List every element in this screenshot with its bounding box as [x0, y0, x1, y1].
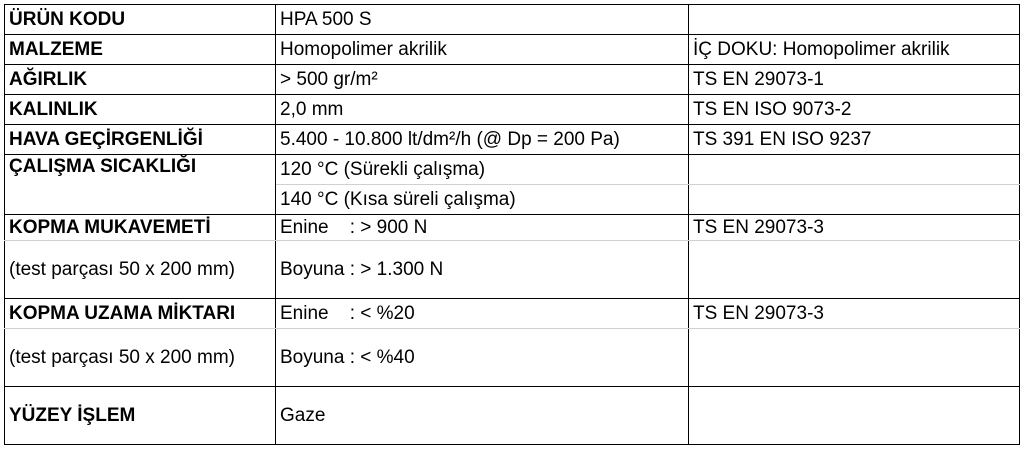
value-malzeme: Homopolimer akrilik — [276, 35, 689, 65]
label-kopma-mukavemeti: KOPMA MUKAVEMETİ — [5, 215, 276, 241]
value-hava-gecirgenligi: 5.400 - 10.800 lt/dm²/h (@ Dp = 200 Pa) — [276, 125, 689, 155]
table-row — [5, 155, 1020, 185]
standard-kalinlik: TS EN ISO 9073-2 — [689, 95, 1020, 125]
standard-yuzey-islem — [689, 387, 1020, 445]
value-urun-kodu: HPA 500 S — [276, 5, 689, 35]
sublabel-kopma-uzama: (test parçası 50 x 200 mm) — [5, 329, 276, 387]
label-kalinlik: KALINLIK — [5, 95, 276, 125]
table-row — [5, 5, 1020, 35]
table-row — [5, 387, 1020, 445]
label-agirlik: AĞIRLIK — [5, 65, 276, 95]
label-hava-gecirgenligi: HAVA GEÇİRGENLİĞİ — [5, 125, 276, 155]
table-row — [5, 125, 1020, 155]
value-yuzey-islem: Gaze — [276, 387, 689, 445]
value-calisma-sicakligi-1: 120 °C (Sürekli çalışma) — [276, 155, 689, 185]
label-kopma-uzama: KOPMA UZAMA MİKTARI — [5, 299, 276, 329]
standard-kopma-uzama: TS EN 29073-3 — [689, 299, 1020, 329]
label-urun-kodu: ÜRÜN KODU — [5, 5, 276, 35]
label-malzeme: MALZEME — [5, 35, 276, 65]
table-row — [5, 215, 1020, 241]
table-row — [5, 299, 1020, 329]
table-row — [5, 65, 1020, 95]
standard-urun-kodu — [689, 5, 1020, 35]
spec-table — [4, 4, 1020, 445]
label-yuzey-islem: YÜZEY İŞLEM — [5, 387, 276, 445]
standard-calisma-sicakligi-2 — [689, 185, 1020, 215]
standard-hava-gecirgenligi: TS 391 EN ISO 9237 — [689, 125, 1020, 155]
label-calisma-sicakligi: ÇALIŞMA SICAKLIĞI — [5, 155, 276, 215]
value-agirlik: > 500 gr/m² — [276, 65, 689, 95]
table-row — [5, 241, 1020, 299]
value-kopma-uzama-1: Enine : < %20 — [276, 299, 689, 329]
table-row — [5, 329, 1020, 387]
value-calisma-sicakligi-2: 140 °C (Kısa süreli çalışma) — [276, 185, 689, 215]
value-kopma-mukavemeti-1: Enine : > 900 N — [276, 215, 689, 241]
standard-kopma-mukavemeti-2 — [689, 241, 1020, 299]
value-kopma-uzama-2: Boyuna : < %40 — [276, 329, 689, 387]
standard-kopma-mukavemeti: TS EN 29073-3 — [689, 215, 1020, 241]
standard-calisma-sicakligi-1 — [689, 155, 1020, 185]
sublabel-kopma-mukavemeti: (test parçası 50 x 200 mm) — [5, 241, 276, 299]
table-row — [5, 95, 1020, 125]
standard-malzeme: İÇ DOKU: Homopolimer akrilik — [689, 35, 1020, 65]
standard-agirlik: TS EN 29073-1 — [689, 65, 1020, 95]
standard-kopma-uzama-2 — [689, 329, 1020, 387]
value-kopma-mukavemeti-2: Boyuna : > 1.300 N — [276, 241, 689, 299]
table-row — [5, 35, 1020, 65]
value-kalinlik: 2,0 mm — [276, 95, 689, 125]
